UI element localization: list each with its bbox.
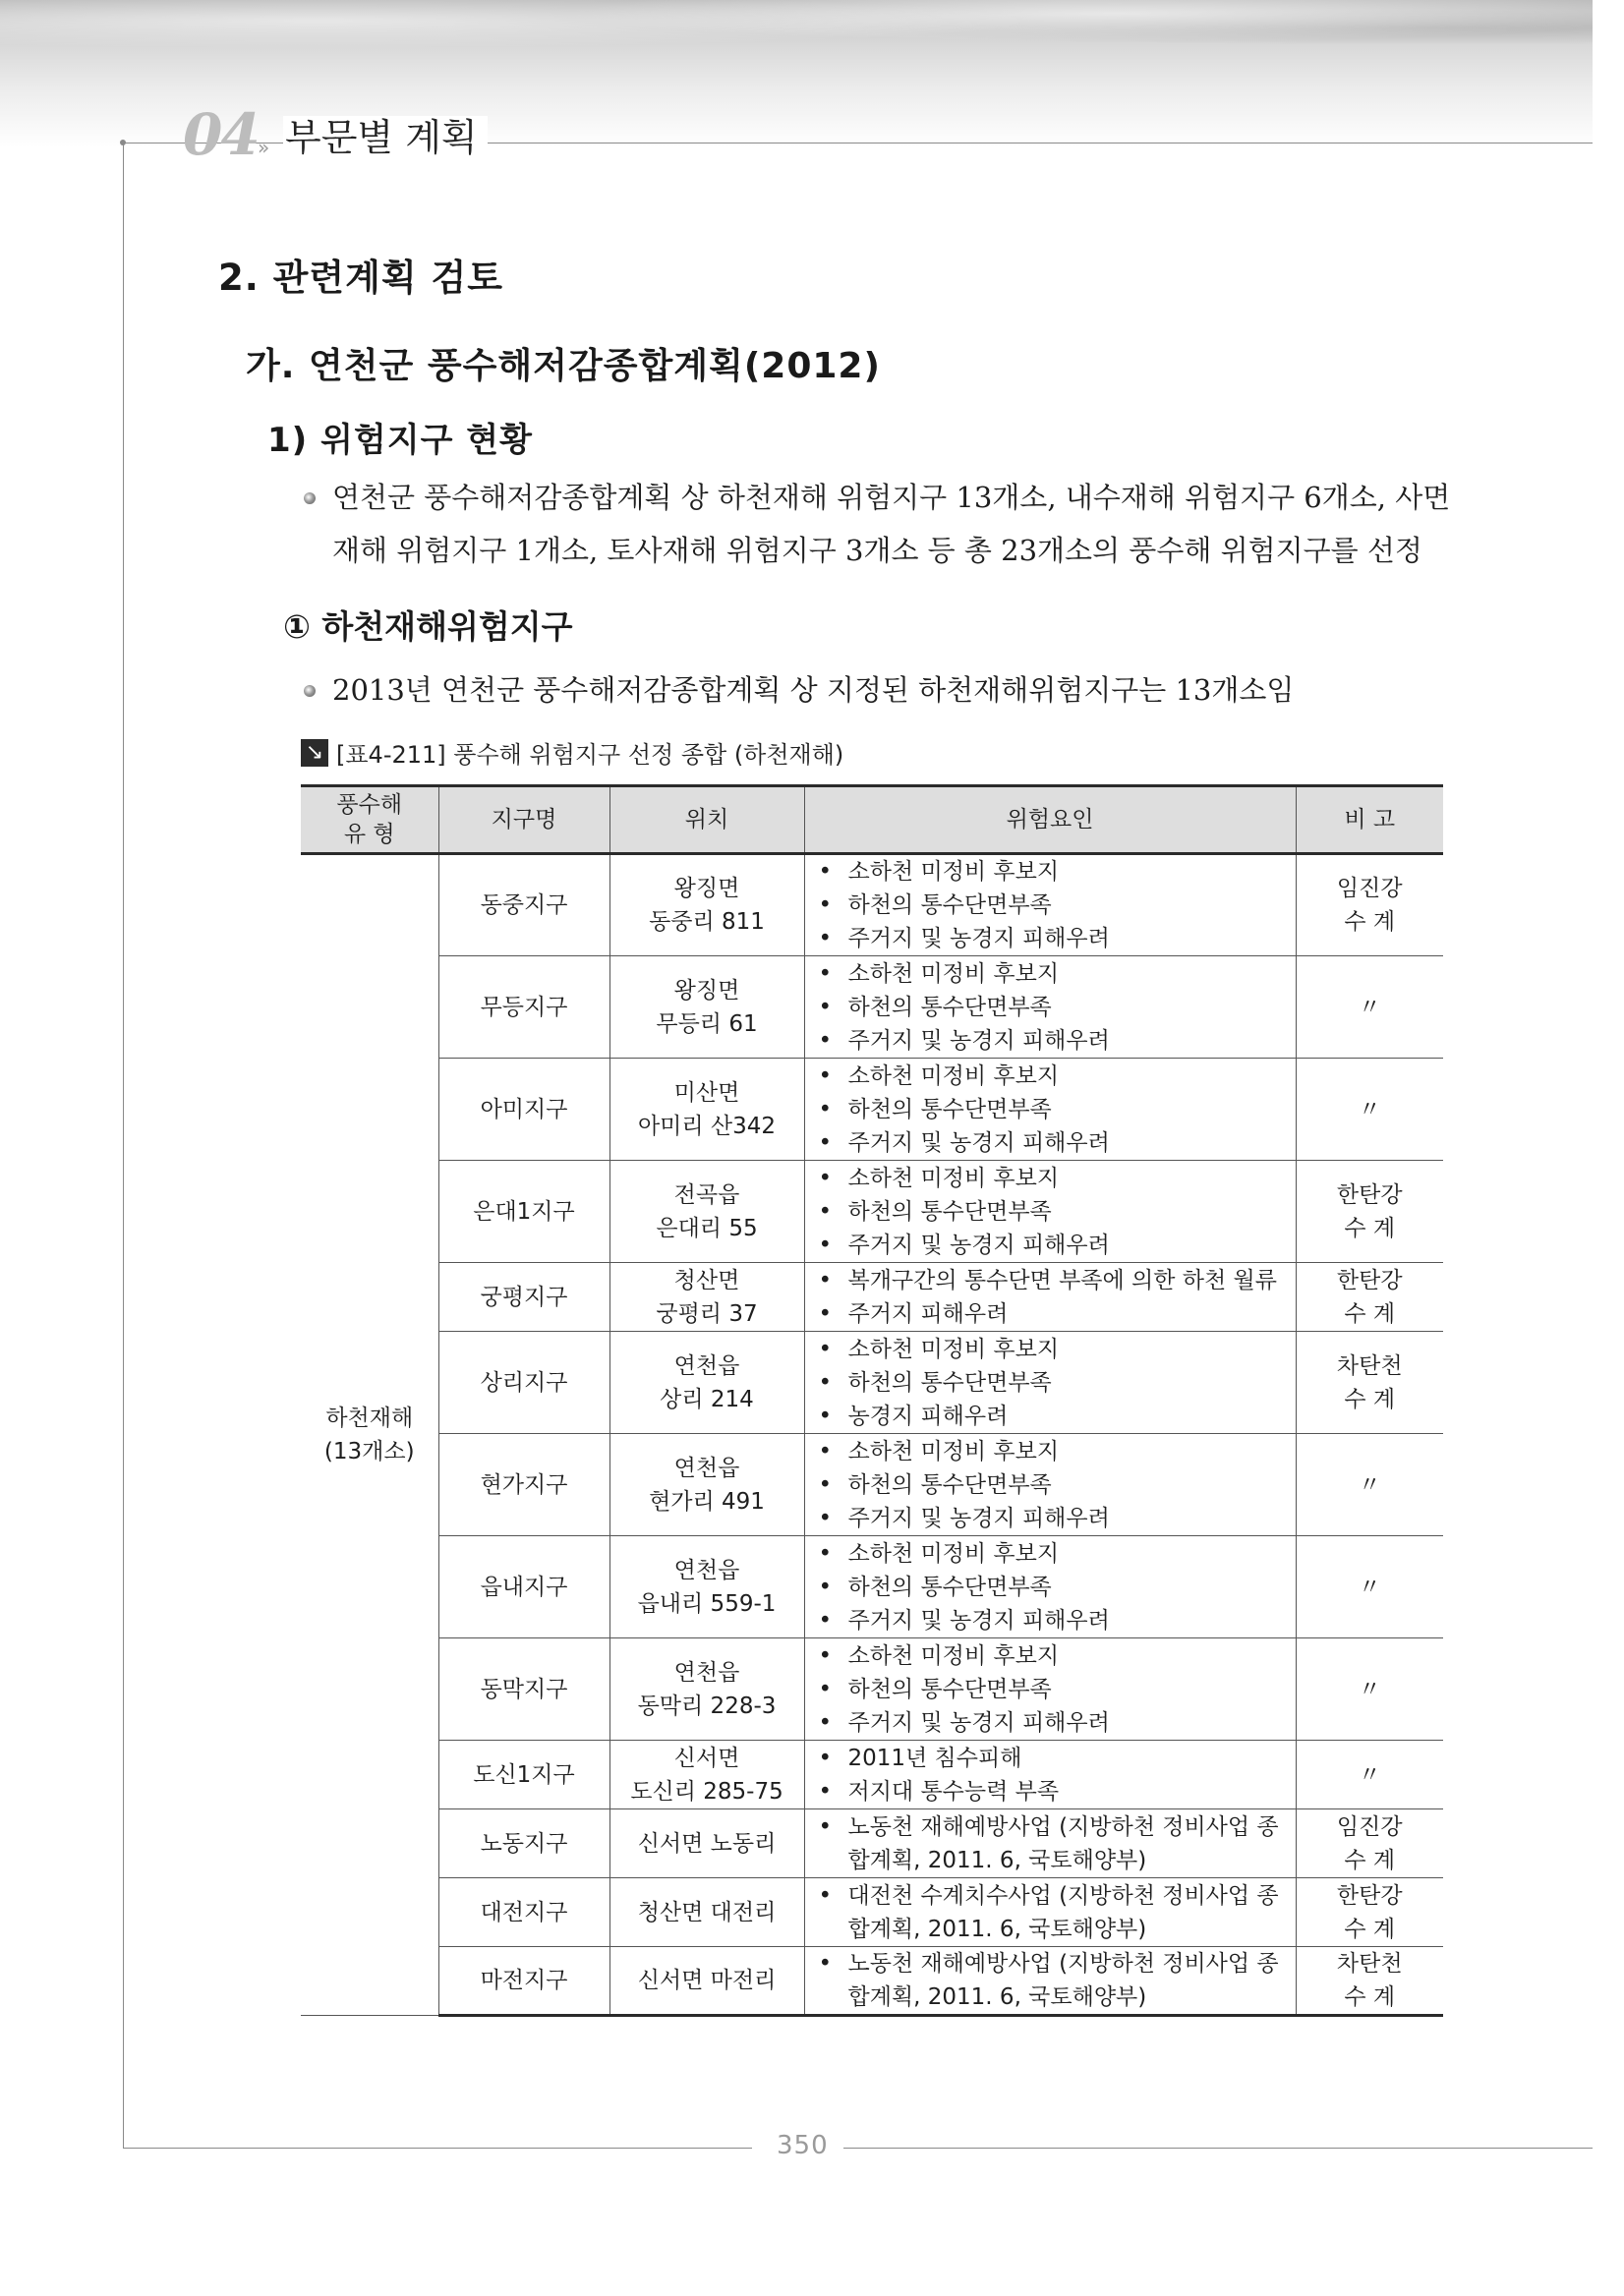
note-cell bbox=[1296, 1638, 1443, 1741]
topic-heading: 1) 위험지구 현황 bbox=[267, 421, 533, 460]
risk-item: • 소하천 미정비 후보지 bbox=[819, 855, 1290, 889]
note-line: 임진강 bbox=[1336, 1813, 1403, 1840]
location-cell bbox=[609, 1809, 804, 1878]
risk-list bbox=[819, 1879, 1290, 1946]
subsection-heading: 가. 연천군 풍수해저감종합계획(2012) bbox=[246, 346, 881, 386]
risk-item: • 소하천 미정비 후보지 bbox=[819, 1537, 1290, 1571]
risk-cell bbox=[804, 1161, 1296, 1263]
table-row bbox=[301, 1947, 1443, 2016]
table-row bbox=[301, 1878, 1443, 1947]
location-line: 왕징면 bbox=[673, 876, 740, 901]
district-cell: 마전지구 bbox=[438, 1947, 609, 2016]
table-row bbox=[301, 1059, 1443, 1161]
hazard-type-count: (13개소) bbox=[323, 1439, 415, 1464]
location-line: 미산면 bbox=[673, 1079, 740, 1106]
chapter-title: 부문별 계획 bbox=[283, 116, 488, 159]
note-line: 〃 bbox=[1358, 1096, 1381, 1122]
bullet-icon bbox=[304, 492, 316, 504]
risk-list bbox=[819, 1060, 1290, 1160]
location-line: 신서면 마전리 bbox=[637, 1968, 777, 1993]
risk-cell bbox=[804, 854, 1296, 956]
risk-item: • 하천의 통수단면부족 bbox=[819, 1195, 1290, 1229]
risk-item: • 주거지 및 농경지 피해우려 bbox=[819, 1706, 1290, 1740]
table-row bbox=[301, 1263, 1443, 1332]
table-row bbox=[301, 1809, 1443, 1878]
hazard-district-table bbox=[301, 784, 1443, 2017]
risk-cell bbox=[804, 1434, 1296, 1536]
risk-item: • 소하천 미정비 후보지 bbox=[819, 1435, 1290, 1468]
header-location: 위치 bbox=[609, 786, 804, 854]
location-line: 연천읍 bbox=[673, 1659, 740, 1686]
location-line: 연천읍 bbox=[673, 1557, 740, 1583]
location-line: 왕징면 bbox=[673, 977, 740, 1004]
location-cell bbox=[609, 1434, 804, 1536]
risk-item: • 소하천 미정비 후보지 bbox=[819, 1639, 1290, 1673]
note-cell bbox=[1296, 1332, 1443, 1434]
page-frame-left bbox=[123, 143, 124, 2148]
risk-list bbox=[819, 855, 1290, 955]
note-cell bbox=[1296, 1161, 1443, 1263]
header-district: 지구명 bbox=[438, 786, 609, 854]
note-cell bbox=[1296, 854, 1443, 956]
table-caption bbox=[301, 735, 843, 770]
header-type-line2: 유 형 bbox=[343, 822, 395, 847]
note-line: 수 계 bbox=[1344, 909, 1396, 935]
note-cell bbox=[1296, 1809, 1443, 1878]
location-line: 전곡읍 bbox=[673, 1181, 740, 1208]
section-heading: 2. 관련계획 검토 bbox=[218, 257, 504, 299]
table-row bbox=[301, 1161, 1443, 1263]
district-cell: 도신1지구 bbox=[438, 1741, 609, 1809]
table-row bbox=[301, 854, 1443, 956]
district-cell: 은대1지구 bbox=[438, 1161, 609, 1263]
rule-dot bbox=[120, 140, 126, 145]
risk-item: • 소하천 미정비 후보지 bbox=[819, 1060, 1290, 1093]
header-note: 비 고 bbox=[1296, 786, 1443, 854]
location-line: 청산면 대전리 bbox=[637, 1899, 777, 1925]
note-line: 한탄강 bbox=[1336, 1882, 1403, 1909]
location-cell bbox=[609, 1263, 804, 1332]
location-cell bbox=[609, 1059, 804, 1161]
risk-item: • 주거지 및 농경지 피해우려 bbox=[819, 1604, 1290, 1637]
district-cell: 동막지구 bbox=[438, 1638, 609, 1741]
location-line: 무등리 61 bbox=[656, 1010, 758, 1037]
note-cell bbox=[1296, 1434, 1443, 1536]
note-line: 임진강 bbox=[1336, 876, 1403, 901]
table-caption-text: [표4-211] 풍수해 위험지구 선정 종합 (하천재해) bbox=[336, 741, 844, 769]
note-cell bbox=[1296, 1263, 1443, 1332]
table-row bbox=[301, 1332, 1443, 1434]
note-line: 〃 bbox=[1358, 1676, 1381, 1702]
risk-item: • 하천의 통수단면부족 bbox=[819, 1093, 1290, 1126]
risk-cell bbox=[804, 1809, 1296, 1878]
bullet-icon bbox=[304, 685, 316, 697]
note-line: 수 계 bbox=[1344, 1300, 1396, 1327]
hazard-type-cell bbox=[301, 854, 438, 2016]
note-line: 차탄천 bbox=[1336, 1951, 1403, 1977]
risk-cell bbox=[804, 1059, 1296, 1161]
note-line: 한탄강 bbox=[1336, 1267, 1403, 1293]
district-cell: 아미지구 bbox=[438, 1059, 609, 1161]
page-number: 350 bbox=[777, 2131, 829, 2160]
risk-cell bbox=[804, 1878, 1296, 1947]
paragraph-line: 연천군 풍수해저감종합계획 상 하천재해 위험지구 13개소, 내수재해 위험지구 6개소, 사면 bbox=[332, 481, 1451, 514]
location-line: 상리 214 bbox=[660, 1386, 754, 1412]
risk-item: • 노동천 재해예방사업 (지방하천 정비사업 종합계획, 2011. 6, 국토해양부) bbox=[819, 1947, 1290, 2014]
district-cell: 궁평지구 bbox=[438, 1263, 609, 1332]
location-line: 동막리 228-3 bbox=[637, 1693, 777, 1719]
risk-item: • 하천의 통수단면부족 bbox=[819, 889, 1290, 922]
location-line: 청산면 bbox=[673, 1267, 740, 1293]
paragraph-line: 2013년 연천군 풍수해저감종합계획 상 지정된 하천재해위험지구는 13개소임 bbox=[332, 673, 1295, 707]
location-cell bbox=[609, 956, 804, 1059]
location-line: 읍내리 559-1 bbox=[637, 1590, 777, 1617]
risk-list bbox=[819, 1162, 1290, 1262]
risk-cell bbox=[804, 1263, 1296, 1332]
risk-item: • 소하천 미정비 후보지 bbox=[819, 1162, 1290, 1195]
location-line: 동중리 811 bbox=[649, 909, 765, 935]
risk-item: • 농경지 피해우려 bbox=[819, 1400, 1290, 1433]
note-line: 〃 bbox=[1358, 1471, 1381, 1498]
risk-list bbox=[819, 1810, 1290, 1877]
district-cell: 현가지구 bbox=[438, 1434, 609, 1536]
table-row bbox=[301, 1741, 1443, 1809]
footer-rule-right bbox=[843, 2148, 1593, 2149]
arrow-icon: ↘ bbox=[301, 739, 328, 767]
risk-cell bbox=[804, 1536, 1296, 1638]
risk-item: • 하천의 통수단면부족 bbox=[819, 1366, 1290, 1400]
risk-item: • 주거지 피해우려 bbox=[819, 1297, 1290, 1331]
location-line: 연천읍 bbox=[673, 1352, 740, 1379]
risk-list bbox=[819, 1264, 1290, 1331]
risk-list bbox=[819, 957, 1290, 1058]
note-line: 수 계 bbox=[1344, 1984, 1396, 2010]
header-type-line1: 풍수해 bbox=[336, 792, 403, 818]
note-line: 수 계 bbox=[1344, 1215, 1396, 1241]
location-cell bbox=[609, 1638, 804, 1741]
district-cell: 상리지구 bbox=[438, 1332, 609, 1434]
paragraph-line: 재해 위험지구 1개소, 토사재해 위험지구 3개소 등 총 23개소의 풍수해 위험지구를 선정 bbox=[332, 534, 1422, 567]
district-cell: 무등지구 bbox=[438, 956, 609, 1059]
risk-list bbox=[819, 1537, 1290, 1637]
risk-list bbox=[819, 1742, 1290, 1808]
note-line: 〃 bbox=[1358, 994, 1381, 1020]
location-line: 은대리 55 bbox=[656, 1215, 758, 1241]
risk-cell bbox=[804, 1741, 1296, 1809]
note-cell bbox=[1296, 1741, 1443, 1809]
risk-cell bbox=[804, 1638, 1296, 1741]
risk-item: • 주거지 및 농경지 피해우려 bbox=[819, 1024, 1290, 1058]
risk-item: • 주거지 및 농경지 피해우려 bbox=[819, 1229, 1290, 1262]
risk-cell bbox=[804, 956, 1296, 1059]
location-cell bbox=[609, 854, 804, 956]
risk-item: • 주거지 및 농경지 피해우려 bbox=[819, 922, 1290, 955]
location-line: 신서면 bbox=[673, 1745, 740, 1771]
footer-rule-left bbox=[123, 2148, 752, 2149]
risk-item: • 주거지 및 농경지 피해우려 bbox=[819, 1502, 1290, 1535]
note-line: 수 계 bbox=[1344, 1847, 1396, 1873]
risk-list bbox=[819, 1947, 1290, 2014]
location-cell bbox=[609, 1161, 804, 1263]
note-line: 한탄강 bbox=[1336, 1181, 1403, 1208]
chapter-number: 04 bbox=[183, 101, 259, 168]
note-cell bbox=[1296, 1059, 1443, 1161]
location-cell bbox=[609, 1741, 804, 1809]
location-cell bbox=[609, 1878, 804, 1947]
table-row bbox=[301, 1638, 1443, 1741]
note-line: 수 계 bbox=[1344, 1386, 1396, 1412]
header-type bbox=[301, 786, 438, 854]
risk-item: • 주거지 및 농경지 피해우려 bbox=[819, 1126, 1290, 1160]
risk-cell bbox=[804, 1947, 1296, 2016]
district-cell: 대전지구 bbox=[438, 1878, 609, 1947]
risk-item: • 하천의 통수단면부족 bbox=[819, 1468, 1290, 1502]
risk-list bbox=[819, 1333, 1290, 1433]
table-header-row bbox=[301, 786, 1443, 854]
risk-item: • 대전천 수계치수사업 (지방하천 정비사업 종합계획, 2011. 6, 국토해양부) bbox=[819, 1879, 1290, 1946]
district-cell: 동중지구 bbox=[438, 854, 609, 956]
location-cell bbox=[609, 1536, 804, 1638]
risk-item: • 소하천 미정비 후보지 bbox=[819, 957, 1290, 991]
location-line: 도신리 285-75 bbox=[630, 1778, 783, 1805]
note-line: 〃 bbox=[1358, 1574, 1381, 1600]
location-line: 연천읍 bbox=[673, 1455, 740, 1481]
risk-list bbox=[819, 1435, 1290, 1535]
hazard-type-label: 하천재해 bbox=[325, 1406, 414, 1431]
note-cell bbox=[1296, 956, 1443, 1059]
risk-item: • 저지대 통수능력 부족 bbox=[819, 1775, 1290, 1808]
table-row bbox=[301, 1434, 1443, 1536]
note-line: 〃 bbox=[1358, 1761, 1381, 1788]
note-cell bbox=[1296, 1536, 1443, 1638]
district-cell: 노동지구 bbox=[438, 1809, 609, 1878]
header-risk: 위험요인 bbox=[804, 786, 1296, 854]
risk-list bbox=[819, 1639, 1290, 1740]
risk-item: • 2011년 침수피해 bbox=[819, 1742, 1290, 1775]
location-line: 신서면 노동리 bbox=[637, 1830, 777, 1857]
risk-item: • 노동천 재해예방사업 (지방하천 정비사업 종합계획, 2011. 6, 국토해양부) bbox=[819, 1810, 1290, 1877]
note-line: 수 계 bbox=[1344, 1916, 1396, 1942]
chapter-chevron: » bbox=[258, 136, 270, 159]
note-line: 차탄천 bbox=[1336, 1352, 1403, 1379]
risk-cell bbox=[804, 1332, 1296, 1434]
location-cell bbox=[609, 1332, 804, 1434]
location-line: 궁평리 37 bbox=[656, 1300, 758, 1327]
location-line: 현가리 491 bbox=[649, 1488, 765, 1515]
district-cell: 읍내지구 bbox=[438, 1536, 609, 1638]
risk-item: • 하천의 통수단면부족 bbox=[819, 1673, 1290, 1706]
location-line: 아미리 산342 bbox=[637, 1113, 777, 1139]
risk-item: • 소하천 미정비 후보지 bbox=[819, 1333, 1290, 1366]
note-cell bbox=[1296, 1947, 1443, 2016]
note-cell bbox=[1296, 1878, 1443, 1947]
risk-item: • 하천의 통수단면부족 bbox=[819, 991, 1290, 1024]
table-row bbox=[301, 1536, 1443, 1638]
location-cell bbox=[609, 1947, 804, 2016]
risk-item: • 하천의 통수단면부족 bbox=[819, 1571, 1290, 1604]
risk-item: • 복개구간의 통수단면 부족에 의한 하천 월류 bbox=[819, 1264, 1290, 1297]
table-row bbox=[301, 956, 1443, 1059]
item-heading: ① 하천재해위험지구 bbox=[283, 607, 573, 646]
